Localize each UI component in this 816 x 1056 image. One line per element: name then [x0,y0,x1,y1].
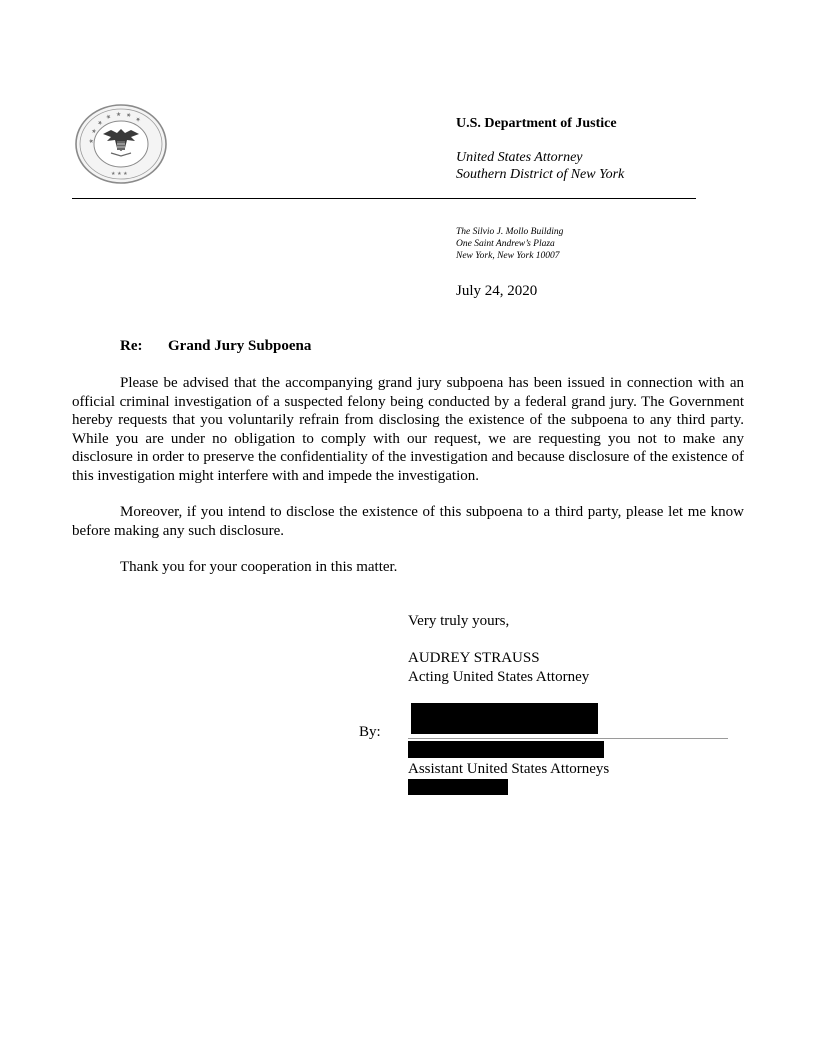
agency-name: U.S. Department of Justice [456,116,617,131]
address-building: The Silvio J. Mollo Building [456,227,564,237]
signer-title: Assistant United States Attorneys [408,761,610,777]
address-city: New York, New York 10007 [456,251,560,261]
letter-date: July 24, 2020 [456,283,538,299]
closing-salutation: Very truly yours, [408,613,510,629]
doj-seal-icon [73,103,169,185]
re-label: Re: [120,338,143,354]
signature-line [408,738,728,739]
by-label: By: [359,724,381,740]
office-district: Southern District of New York [456,167,625,182]
body-paragraph-2: Moreover, if you intend to disclose the existence of this subpoena to a third party, please let me know before making any such disclosure. [72,504,744,539]
body-paragraph-1-block [72,374,744,486]
svg-text:★ ★ ★ ★ ★ ★ ★: ★ ★ ★ ★ ★ ★ ★ [87,110,144,145]
body-paragraph-3-block [72,558,744,577]
redacted-contact [408,779,508,795]
redacted-signature [411,703,598,734]
svg-text:★ ★ ★: ★ ★ ★ [111,171,128,177]
office-title: United States Attorney [456,150,583,165]
body-paragraph-3: Thank you for your cooperation in this matter. [120,559,398,575]
re-subject: Grand Jury Subpoena [168,338,312,354]
letterhead-divider [72,198,696,199]
signatory-title: Acting United States Attorney [408,669,590,685]
signatory-name: AUDREY STRAUSS [408,650,540,666]
address-street: One Saint Andrew’s Plaza [456,239,555,249]
redacted-signer-names [408,741,604,758]
body-paragraph-1: Please be advised that the accompanying grand jury subpoena has been issued in connection with an official criminal investigation of a suspected felony being conducted by a federal grand jury. The Government hereby requests that you voluntarily refrain from disclosing the existence of the subpoena to any third party. While you are under no obligation to comply with our request, we are requesting you not to make any disclosure in order to preserve the confidentiality of the investigation and because disclosure of the existence of this investigation might interfere with and impede the investigation. [72,375,744,484]
body-paragraph-2-block [72,503,744,540]
